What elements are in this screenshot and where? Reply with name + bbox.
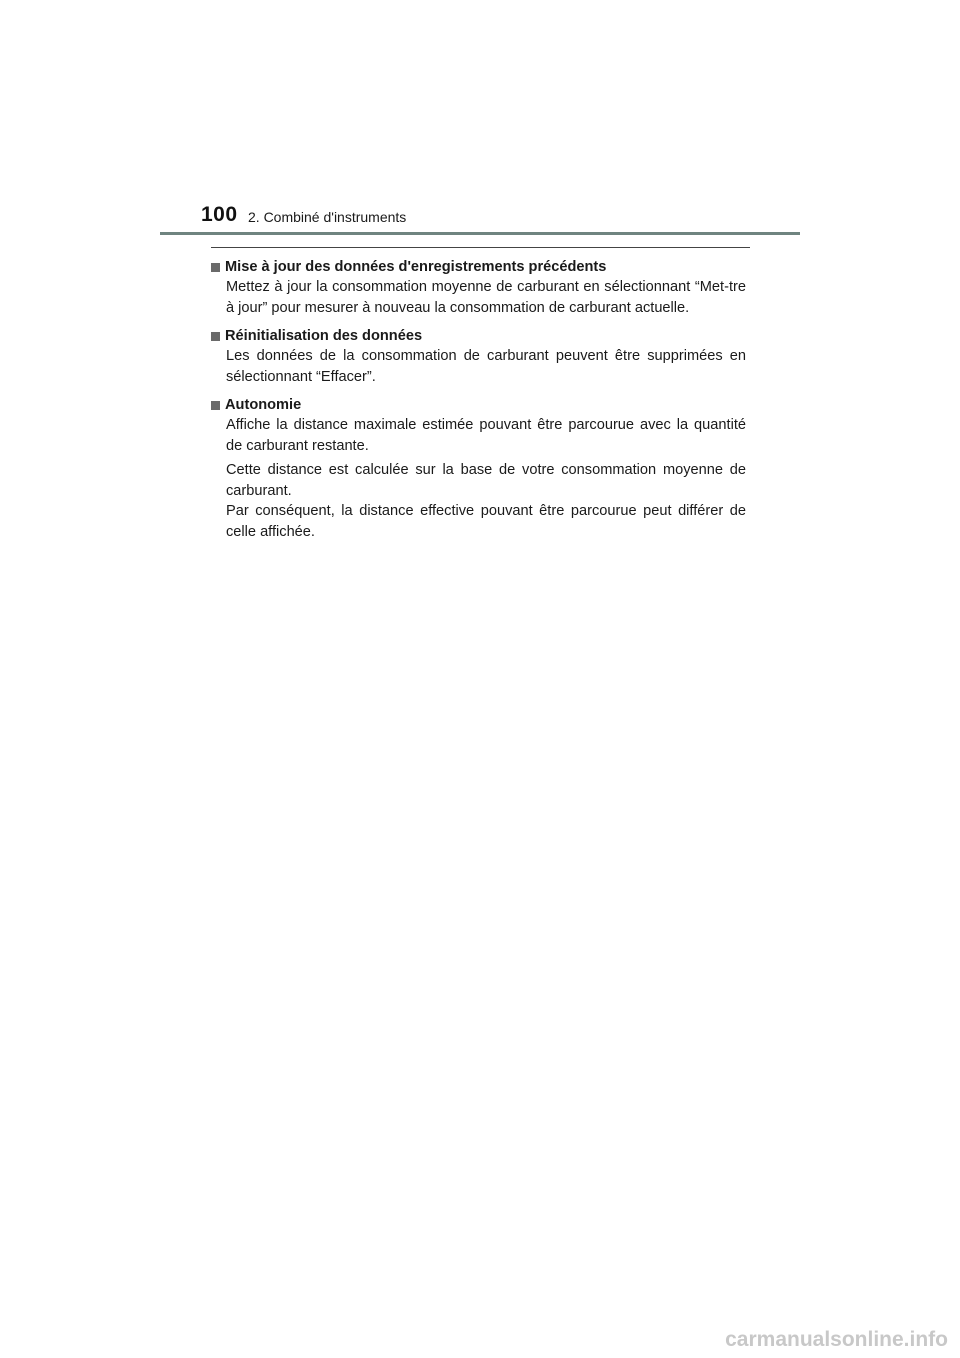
section-heading — [211, 326, 746, 346]
page-content — [211, 257, 746, 550]
section-range — [211, 395, 746, 542]
section-heading — [211, 257, 746, 277]
section-heading-text: Mise à jour des données d'enregistrements précédents — [225, 259, 607, 275]
section-rule — [211, 247, 750, 248]
paragraph: Affiche la distance maximale estimée pouvant être parcourue avec la quantité de carburant restante. — [226, 417, 746, 454]
paragraph: Mettez à jour la consommation moyenne de carburant en sélectionnant “Met-tre à jour” pour mesurer à nouveau la consommation de carburant actuelle. — [226, 279, 746, 316]
watermark: carmanualsonline.info — [725, 1328, 948, 1351]
square-bullet-icon — [211, 263, 220, 272]
section-reset-data — [211, 326, 746, 387]
section-heading — [211, 395, 746, 415]
paragraph-line: Cette distance est calculée sur la base de votre consommation moyenne de carburant. — [226, 462, 746, 499]
paragraph-line: Par conséquent, la distance effective pouvant être parcourue peut différer de celle affichée. — [226, 503, 746, 540]
paragraph-multiline — [226, 460, 746, 542]
section-update-records — [211, 257, 746, 318]
square-bullet-icon — [211, 401, 220, 410]
header-rule — [160, 232, 800, 235]
chapter-title: 2. Combiné d'instruments — [248, 209, 407, 225]
section-heading-text: Réinitialisation des données — [225, 328, 423, 344]
paragraph: Les données de la consommation de carburant peuvent être supprimées en sélectionnant “Effacer”. — [226, 348, 746, 385]
square-bullet-icon — [211, 332, 220, 341]
page-number: 100 — [201, 203, 238, 226]
section-heading-text: Autonomie — [225, 397, 302, 413]
